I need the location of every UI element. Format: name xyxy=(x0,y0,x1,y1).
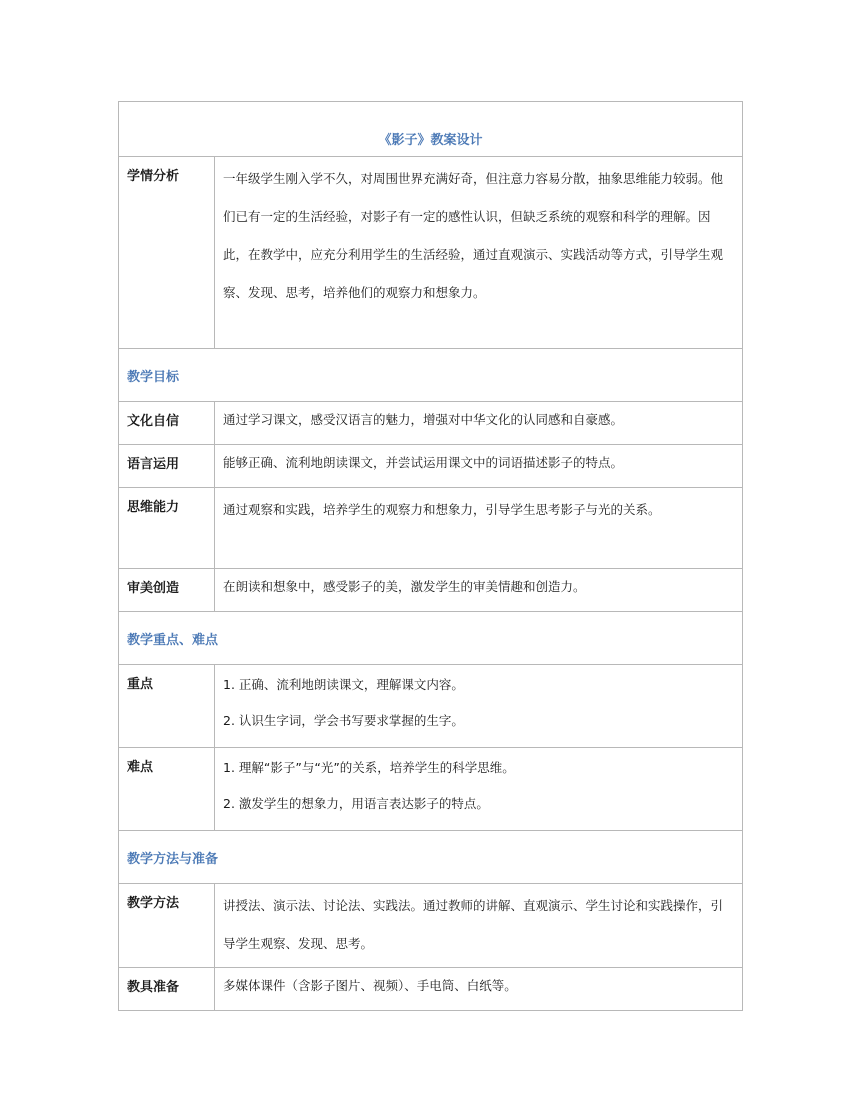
difficulty-label: 难点 xyxy=(119,748,215,831)
materials-text: 多媒体课件（含影子图片、视频）、手电筒、白纸等。 xyxy=(215,968,743,1011)
objective-label: 审美创造 xyxy=(119,569,215,612)
focus-label: 重点 xyxy=(119,665,215,748)
method-row xyxy=(119,884,743,968)
materials-label: 教具准备 xyxy=(119,968,215,1011)
objective-text: 能够正确、流利地朗读课文，并尝试运用课文中的词语描述影子的特点。 xyxy=(215,445,743,488)
objectives-heading: 教学目标 xyxy=(127,369,180,385)
objective-label: 文化自信 xyxy=(119,402,215,445)
lesson-plan-table xyxy=(118,101,743,1011)
objective-text: 在朗读和想象中，感受影子的美，激发学生的审美情趣和创造力。 xyxy=(215,569,743,612)
difficulty-item: 1. 理解“影子”与“光”的关系，培养学生的科学思维。 xyxy=(223,760,515,775)
objective-label: 语言运用 xyxy=(119,445,215,488)
keypoints-heading-row xyxy=(119,612,743,665)
keypoints-heading: 教学重点、难点 xyxy=(127,632,219,648)
objective-row xyxy=(119,445,743,488)
method-text: 讲授法、演示法、讨论法、实践法。通过教师的讲解、直观演示、学生讨论和实践操作，引导学生观察、发现、思考。 xyxy=(215,884,743,968)
analysis-text: 一年级学生刚入学不久，对周围世界充满好奇，但注意力容易分散，抽象思维能力较弱。他们已有一定的生活经验，对影子有一定的感性认识，但缺乏系统的观察和科学的理解。因此，在教学中，应充分利用学生的生活经验，通过直观演示、实践活动等方式，引导学生观察、发现、思考，培养他们的观察力和想象力。 xyxy=(215,157,743,349)
objective-text: 通过观察和实践，培养学生的观察力和想象力，引导学生思考影子与光的关系。 xyxy=(215,488,743,569)
methods-heading: 教学方法与准备 xyxy=(127,851,219,867)
focus-item: 2. 认识生字词，学会书写要求掌握的生字。 xyxy=(223,713,464,728)
difficulty-row xyxy=(119,748,743,831)
difficulty-list xyxy=(215,748,743,831)
difficulty-item: 2. 激发学生的想象力，用语言表达影子的特点。 xyxy=(223,796,489,811)
focus-row xyxy=(119,665,743,748)
objective-row xyxy=(119,569,743,612)
focus-list xyxy=(215,665,743,748)
focus-item: 1. 正确、流利地朗读课文，理解课文内容。 xyxy=(223,677,464,692)
lesson-plan-page xyxy=(118,101,742,1011)
objective-row xyxy=(119,402,743,445)
materials-row xyxy=(119,968,743,1011)
objective-text: 通过学习课文，感受汉语言的魅力，增强对中华文化的认同感和自豪感。 xyxy=(215,402,743,445)
method-label: 教学方法 xyxy=(119,884,215,968)
title-row xyxy=(119,102,743,157)
objective-label: 思维能力 xyxy=(119,488,215,569)
objectives-heading-row xyxy=(119,349,743,402)
methods-heading-row xyxy=(119,831,743,884)
analysis-row xyxy=(119,157,743,349)
objective-row xyxy=(119,488,743,569)
document-title: 《影子》教案设计 xyxy=(378,133,483,148)
analysis-label: 学情分析 xyxy=(119,157,215,349)
